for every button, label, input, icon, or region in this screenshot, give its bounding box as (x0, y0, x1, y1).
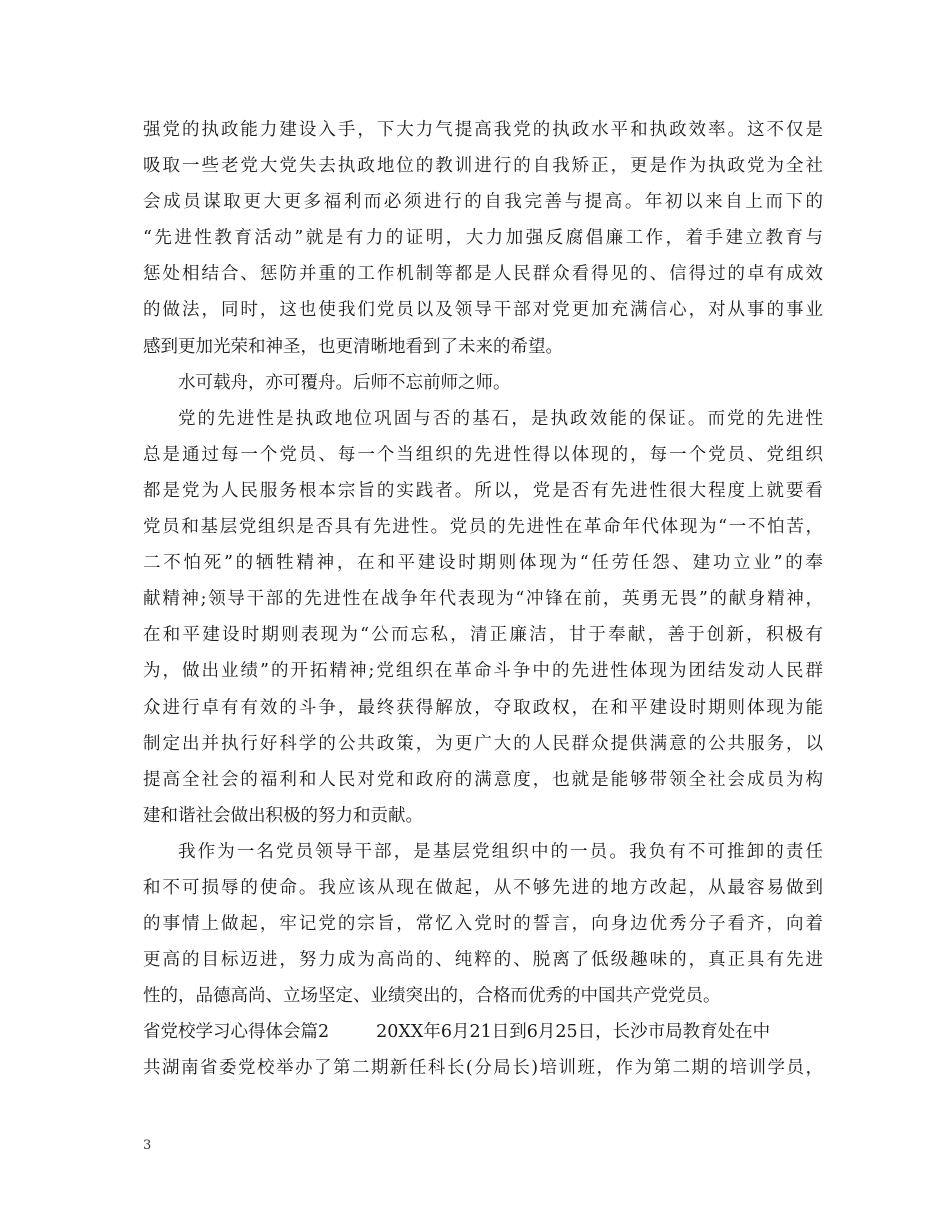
text-line: 建和谐社会做出积极的努力和贡献。 (143, 805, 423, 826)
text-line: 强党的执政能力建设入手，下大力气提高我党的执政水平和执政效率。这不仅是 (143, 120, 823, 140)
text-line: 和不可损辱的使命。我应该从现在做起，从不够先进的地方改起，从最容易做到 (143, 877, 823, 898)
text-line: 的做法，同时，这也使我们党员以及领导干部对党更加充满信心，对从事的事业 (143, 300, 823, 321)
text-line: 总是通过每一个党员、每一个当组织的先进性得以体现的，每一个党员、党组织 (143, 444, 823, 465)
text-line: 会成员谋取更大更多福利而必须进行的自我完善与提高。年初以来自上而下的 (143, 192, 823, 213)
text-line: 二不怕死”的牺牲精神，在和平建设时期则体现为“任劳任怨、建功立业”的奉 (143, 553, 823, 574)
text-line: 我作为一名党员领导干部，是基层党组织中的一员。我负有不可推卸的责任 (178, 841, 823, 862)
text-line: 感到更加光荣和神圣，也更清晰地看到了未来的希望。 (143, 336, 563, 357)
text-line: 制定出并执行好科学的公共政策，为更广大的人民群众提供满意的公共服务，以 (143, 733, 823, 754)
document-body (143, 112, 823, 1087)
text-line: 党员和基层党组织是否具有先进性。党员的先进性在革命年代体现为“一不怕苦， (143, 517, 823, 538)
text-line: 的事情上做起，牢记党的宗旨，常忆入党时的誓言，向身边优秀分子看齐，向着 (143, 914, 823, 935)
text-line: 20XX年6月21日到6月25日，长沙市局教育处在中 (376, 1022, 771, 1043)
text-line: 共湖南省委党校举办了第二期新任科长(分局长)培训班，作为第二期的培训学员， (143, 1058, 823, 1079)
text-line: 党的先进性是执政地位巩固与否的基石，是执政效能的保证。而党的先进性 (178, 408, 823, 429)
text-line: “先进性教育活动”就是有力的证明，大力加强反腐倡廉工作，着手建立教育与 (143, 228, 823, 249)
text-line: 更高的目标迈进，努力成为高尚的、纯粹的、脱离了低级趣味的，真正具有先进 (143, 950, 823, 971)
text-line: 吸取一些老党大党失去执政地位的教训进行的自我矫正，更是作为执政党为全社 (143, 156, 823, 177)
text-line: 众进行卓有有效的斗争，最终获得解放，夺取政权，在和平建设时期则体现为能 (143, 697, 823, 718)
text-line: 提高全社会的福利和人民对党和政府的满意度，也就是能够带领全社会成员为构 (143, 769, 823, 790)
text-line: 性的，品德高尚、立场坚定、业绩突出的，合格而优秀的中国共产党党员。 (143, 986, 721, 1007)
page-number: 3 (143, 1138, 152, 1153)
article-heading-row (143, 1014, 823, 1050)
text-line: 在和平建设时期则表现为“公而忘私，清正廉洁，甘于奉献，善于创新，积极有 (143, 625, 823, 646)
text-line: 惩处相结合、惩防并重的工作机制等都是人民群众看得见的、信得过的卓有成效 (143, 264, 823, 285)
text-line: 献精神;领导干部的先进性在战争年代表现为“冲锋在前，英勇无畏”的献身精神， (143, 589, 823, 610)
text-line: 为，做出业绩”的开拓精神;党组织在革命斗争中的先进性体现为团结发动人民群 (143, 661, 823, 682)
text-line: 水可载舟，亦可覆舟。后师不忘前师之师。 (178, 372, 511, 393)
article-heading: 省党校学习心得体会篇2 (143, 1022, 330, 1043)
text-line: 都是党为人民服务根本宗旨的实践者。所以，党是否有先进性很大程度上就要看 (143, 480, 823, 501)
